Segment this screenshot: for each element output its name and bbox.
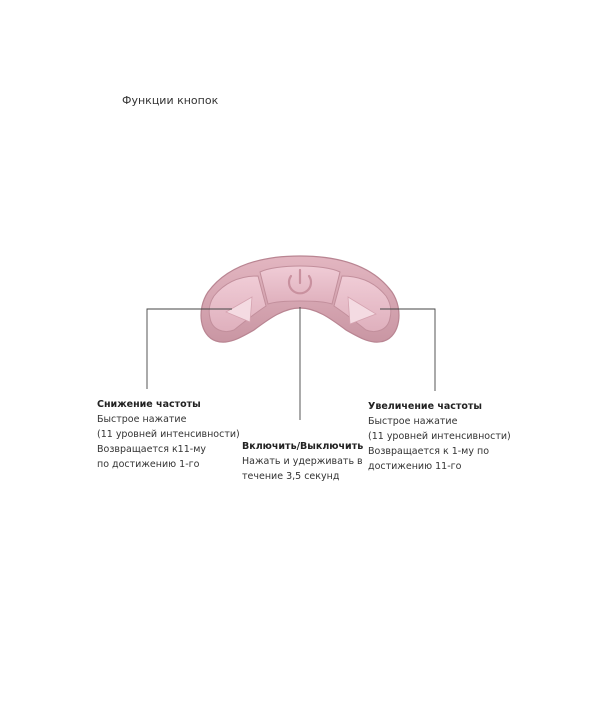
power-line-2: течение 3,5 секунд xyxy=(242,471,340,482)
increase-line-2: (11 уровней интенсивности) xyxy=(368,431,511,442)
increase-line-3: Возвращается к 1-му по xyxy=(368,446,489,457)
increase-line-4: достижению 11-го xyxy=(368,461,462,472)
page-title: Функции кнопок xyxy=(122,94,219,107)
decrease-line-2: (11 уровней интенсивности) xyxy=(97,429,240,440)
power-heading: Включить/Выключить xyxy=(242,441,364,452)
increase-line-1: Быстрое нажатие xyxy=(368,416,458,427)
power-button[interactable] xyxy=(260,266,340,304)
increase-description xyxy=(368,399,511,474)
decrease-line-3: Возвращается к11-му xyxy=(97,444,206,455)
decrease-line-4: по достижению 1-го xyxy=(97,459,200,470)
decrease-heading: Снижение частоты xyxy=(97,399,201,410)
power-line-1: Нажать и удерживать в xyxy=(242,456,363,467)
increase-heading: Увеличение частоты xyxy=(368,401,483,412)
power-description xyxy=(242,439,363,484)
decrease-description xyxy=(97,397,240,472)
decrease-line-1: Быстрое нажатие xyxy=(97,414,187,425)
